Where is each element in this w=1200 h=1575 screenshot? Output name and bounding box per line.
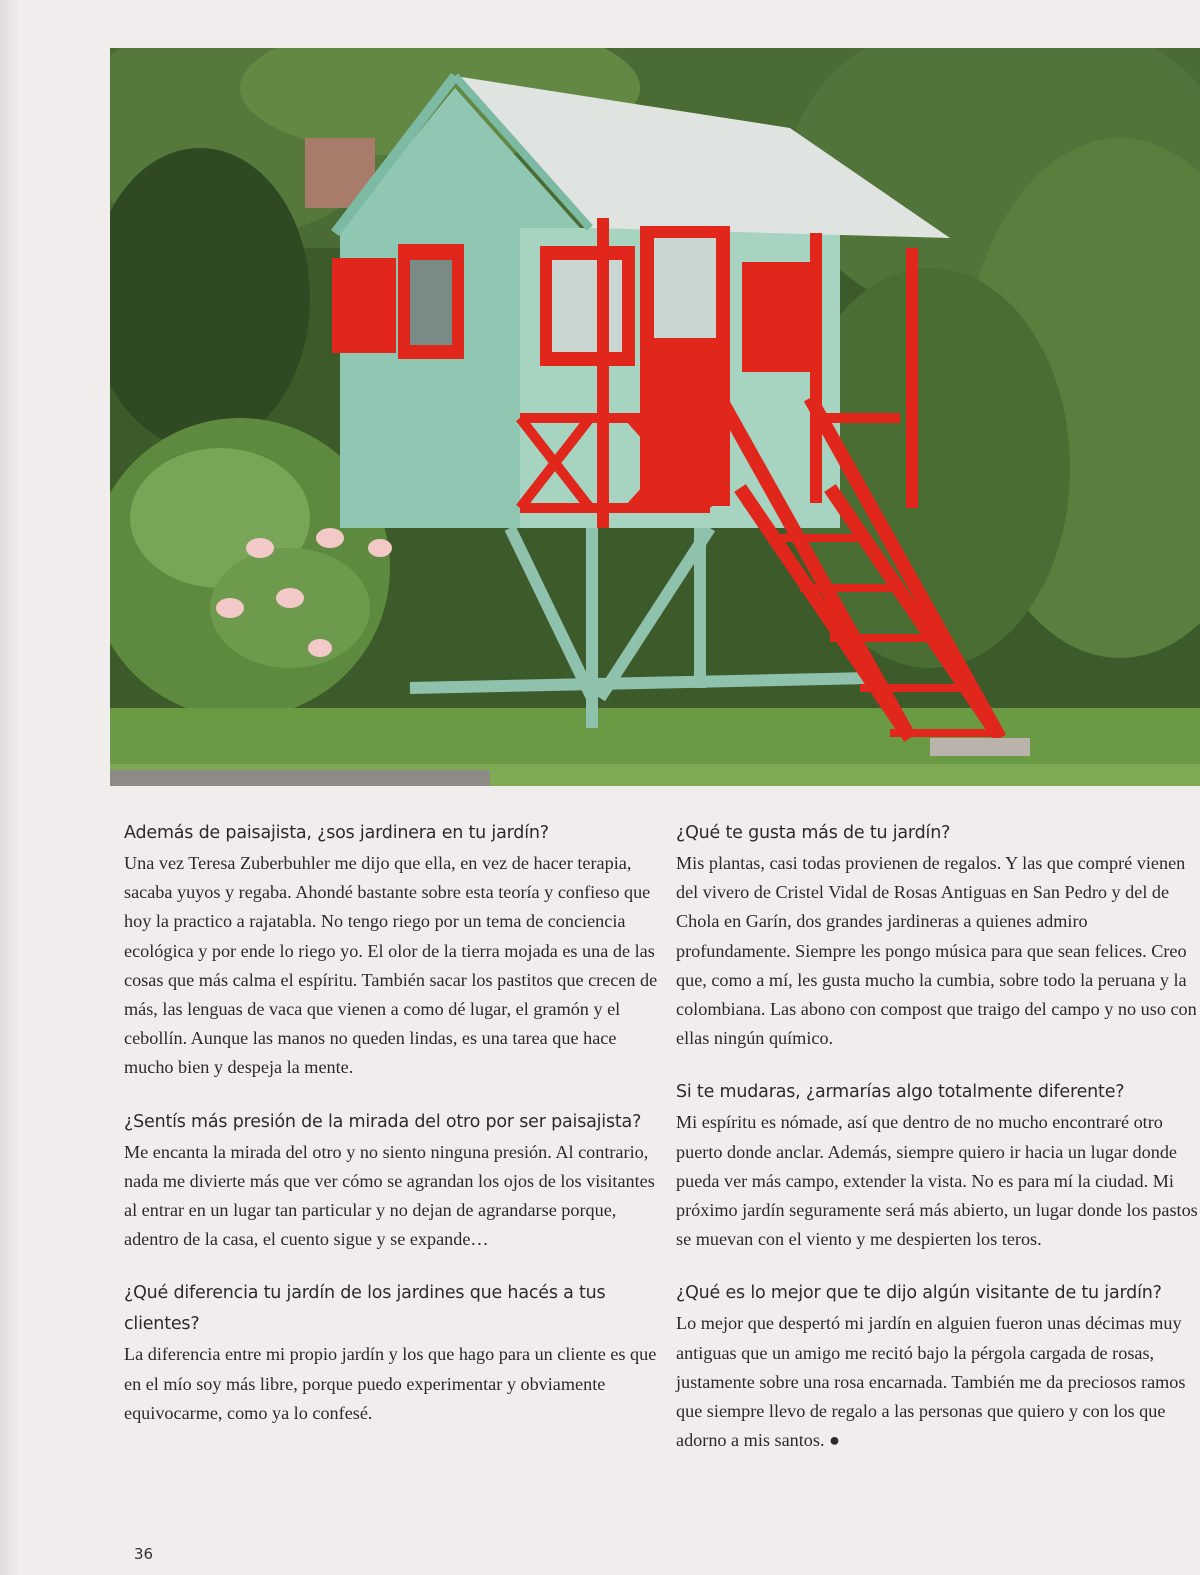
qa-block bbox=[124, 1278, 664, 1428]
playhouse-photo bbox=[110, 48, 1200, 786]
page-number: 36 bbox=[134, 1545, 154, 1563]
answer-text: La diferencia entre mi propio jardín y los que hago para un cliente es que en el mío soy más libre, porque puedo experimentar y obviamente equivocarme, como ya lo confesé. bbox=[124, 1344, 657, 1423]
question-heading: ¿Qué es lo mejor que te dijo algún visitante de tu jardín? bbox=[676, 1283, 1162, 1304]
question-heading: ¿Qué te gusta más de tu jardín? bbox=[676, 823, 951, 843]
answer-text: Mis plantas, casi todas provienen de regalos. Y las que compré vienen del vivero de Cristel Vidal de Rosas Antiguas en San Pedro y del de Chola en Garín, dos grandes jardineras a quienes admiro profundamente. Siempre les pongo música para que sean felices. Creo que, como a mí, les gusta mucho la cumbia, sobre todo la peruana y la colombiana. Las abono con compost que traigo del campo y no uso con ellas ningún químico. bbox=[676, 853, 1197, 1049]
right-column bbox=[676, 818, 1200, 1479]
question-heading: ¿Qué diferencia tu jardín de los jardines que hacés a tus clientes? bbox=[124, 1283, 606, 1335]
answer-text: Mi espíritu es nómade, así que dentro de no mucho encontraré otro puerto donde anclar. Además, siempre quiero ir hacia un lugar donde pueda ver más campo, extender la vista. No es para mí la ciudad. Mi próximo jardín seguramente será más abierto, un lugar donde los pastos se muevan con el viento y me despierten los teros. bbox=[676, 1112, 1198, 1250]
qa-block bbox=[124, 818, 664, 1083]
qa-block bbox=[676, 818, 1200, 1053]
answer-text: Una vez Teresa Zuberbuhler me dijo que ella, en vez de hacer terapia, sacaba yuyos y regaba. Ahondé bastante sobre esta teoría y confieso que hoy la practico a rajatabla. No tengo riego por un tema de conciencia ecológica y por ende lo riego yo. El olor de la tierra mojada es una de las cosas que más calma el espíritu. También sacar los pastitos que crecen de más, las lenguas de vaca que vienen a como dé lugar, el gramón y el cebollín. Aunque las manos no queden lindas, es una tarea que hace mucho bien y despeja la mente. bbox=[124, 853, 658, 1078]
left-column bbox=[124, 818, 664, 1452]
page-gutter bbox=[0, 0, 20, 1575]
qa-block bbox=[676, 1077, 1200, 1254]
answer-text: Me encanta la mirada del otro y no siento ninguna presión. Al contrario, nada me divierte más que ver cómo se agrandan los ojos de los visitantes al entrar en un lugar tan particular y no dejan de agrandarse porque, adentro de la casa, el cuento sigue y se expande… bbox=[124, 1141, 655, 1250]
question-heading: Además de paisajista, ¿sos jardinera en tu jardín? bbox=[124, 823, 549, 843]
answer-text: Lo mejor que despertó mi jardín en alguien fueron unas décimas muy antiguas que un amigo me recitó bajo la pérgola cargada de rosas, justamente sobre una rosa encarnada. También me da preciosos ramos que siempre llevo de regalo a las personas que quiero y con los que adorno a mis santos. ● bbox=[676, 1313, 1186, 1451]
question-heading: Si te mudaras, ¿armarías algo totalmente diferente? bbox=[676, 1082, 1125, 1103]
qa-block bbox=[124, 1107, 664, 1255]
qa-block bbox=[676, 1278, 1200, 1455]
question-heading: ¿Sentís más presión de la mirada del otro por ser paisajista? bbox=[124, 1111, 642, 1132]
